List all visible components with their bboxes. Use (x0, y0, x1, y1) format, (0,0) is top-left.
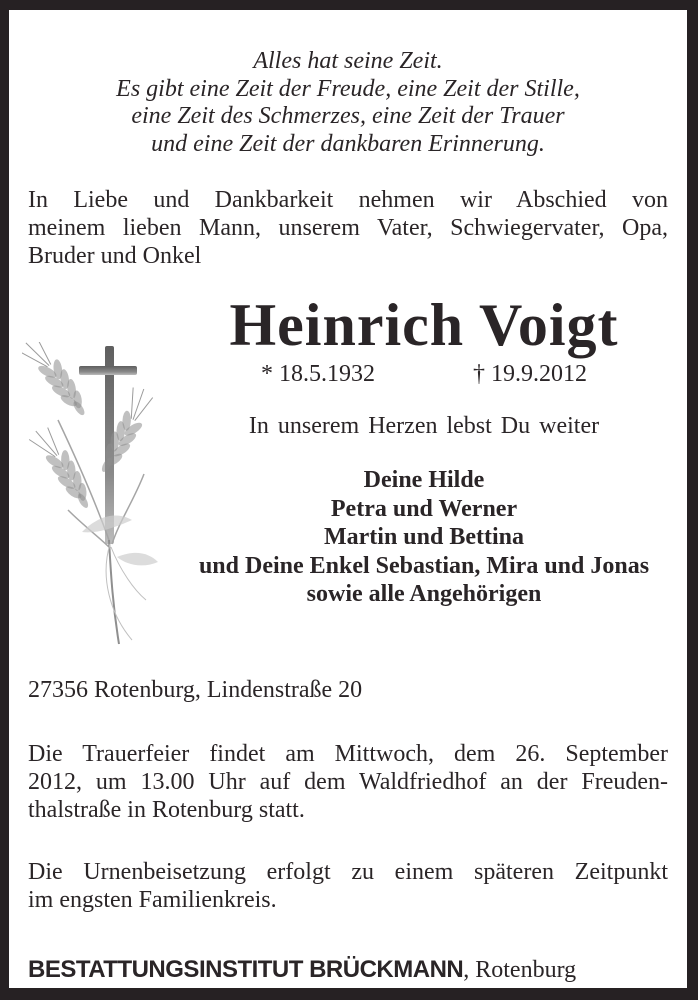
urn-info-paragraph (28, 858, 668, 914)
deceased-name: Heinrich Voigt (229, 292, 619, 358)
address-line: 27356 Rotenburg, Lindenstraße 20 (28, 677, 363, 703)
text-line: Die Urnenbeisetzung erfolgt zu einem späteren Zeitpunkt (28, 859, 668, 885)
birth-date: * 18.5.1932 (261, 361, 375, 387)
text-line: meinem lieben Mann, unserem Vater, Schwiegervater, Opa, (28, 215, 668, 241)
text-line: eine Zeit des Schmerzes, eine Zeit der Trauer (131, 103, 565, 129)
intro-paragraph (28, 186, 668, 270)
poem (28, 48, 668, 158)
text-line: In Liebe und Dankbarkeit nehmen wir Abschied von (28, 187, 668, 213)
funeral-info-paragraph (28, 740, 668, 824)
text-line: Deine Hilde (363, 467, 485, 493)
memorial-line: In unserem Herzen lebst Du weiter (248, 413, 600, 439)
text-line: 2012, um 13.00 Uhr auf dem Waldfriedhof an der Freuden- (28, 769, 668, 795)
text-line: Bruder und Onkel (28, 243, 202, 269)
text-line: sowie alle Angehörigen (306, 581, 542, 607)
funeral-home-line (28, 956, 668, 984)
text-line: im engsten Familienkreis. (28, 887, 277, 913)
text-line: thalstraße in Rotenburg statt. (28, 797, 305, 823)
cross-wheat-artwork (22, 342, 214, 656)
funeral-home-name: BESTATTUNGSINSTITUT BRÜCKMANN (28, 956, 464, 983)
mourners-list (180, 466, 668, 609)
death-date: † 19.9.2012 (473, 361, 587, 387)
memorial-section (28, 294, 668, 656)
text-line: und eine Zeit der dankbaren Erinnerung. (151, 130, 545, 157)
text-line: Petra und Werner (330, 495, 518, 522)
text-line: Es gibt eine Zeit der Freude, eine Zeit der Stille, (116, 75, 580, 102)
life-dates (180, 360, 668, 388)
text-line: Martin und Bettina (323, 524, 524, 550)
funeral-home-location: , Rotenburg (463, 957, 577, 983)
text-line: und Deine Enkel Sebastian, Mira und Jonas (198, 552, 650, 579)
deceased-block (180, 294, 668, 609)
text-line: Alles hat seine Zeit. (253, 48, 443, 74)
text-line: Die Trauerfeier findet am Mittwoch, dem 26. September (28, 741, 668, 767)
